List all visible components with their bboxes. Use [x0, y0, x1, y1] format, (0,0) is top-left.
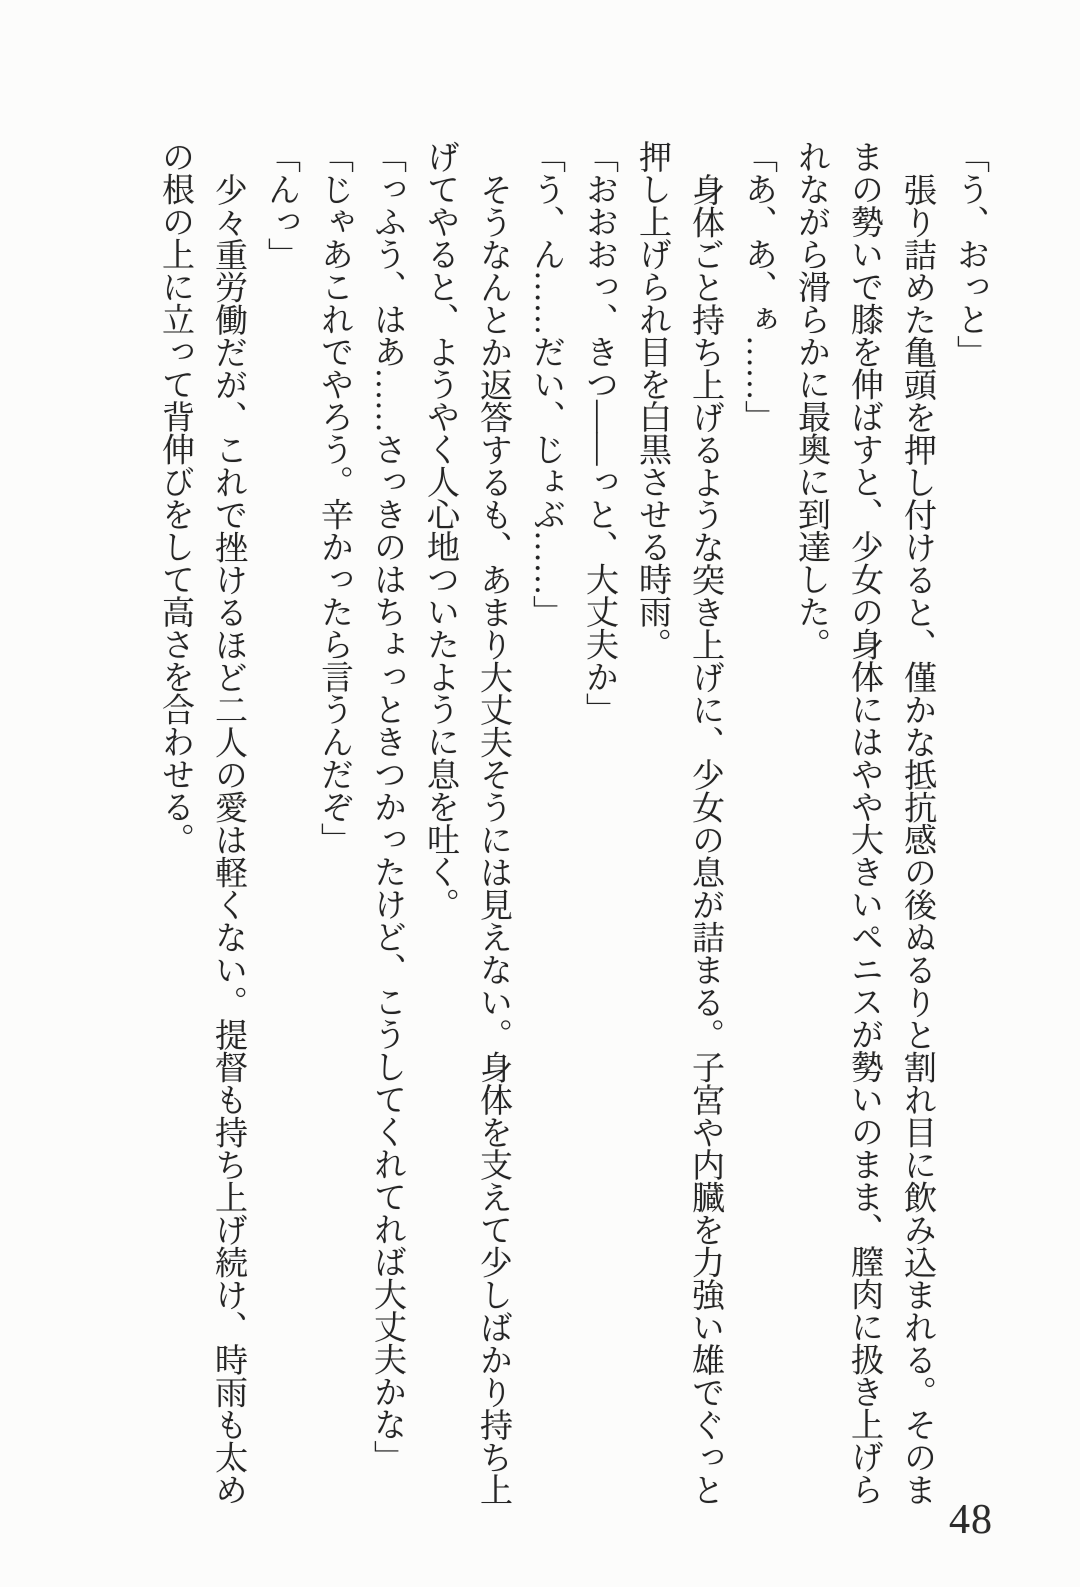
- text-column: げてやると、ようやく人心地ついたように息を吐く。: [422, 140, 458, 920]
- text-column: 張り詰めた亀頭を押し付けると、僅かな抵抗感の後ぬるりと割れ目に飲み込まれる。そのま: [899, 173, 935, 1506]
- vertical-text-block: [148, 140, 996, 1506]
- text-column: 「っふう、はあ……さっきのはちょっときつかったけど、こうしてくれてれば大丈夫かな」: [369, 140, 405, 1473]
- text-column: そうなんとか返答するも、あまり大丈夫そうには見えない。身体を支えて少しばかり持ち上: [475, 173, 511, 1506]
- text-column: 少々重労働だが、これで挫けるほど二人の愛は軽くない。提督も持ち上げ続け、時雨も太め: [210, 173, 246, 1506]
- text-column: 「んっ」: [263, 140, 299, 270]
- text-column: れながら滑らかに最奥に到達した。: [793, 140, 829, 660]
- text-column: 身体ごと持ち上げるような突き上げに、少女の息が詰まる。子宮や内臓を力強い雄でぐっと: [687, 173, 723, 1506]
- text-column: 「おおおっ、きつ――っと、大丈夫か」: [581, 140, 617, 725]
- text-column: 「あ、あ、ぁ……」: [740, 140, 776, 433]
- text-column: の根の上に立って背伸びをして高さを合わせる。: [157, 140, 193, 855]
- text-column: 「じゃあこれでやろう。辛かったら言うんだぞ」: [316, 140, 352, 855]
- text-column: 押し上げられ目を白黒させる時雨。: [634, 140, 670, 660]
- text-column: 「う、おっと」: [952, 140, 988, 368]
- page-number: 48: [949, 1497, 993, 1543]
- text-column: 「う、ん……だい、じょぶ……」: [528, 140, 564, 628]
- text-column: まの勢いで膝を伸ばすと、少女の身体にはやや大きいペニスが勢いのまま、膣肉に扱き上げら: [846, 140, 882, 1505]
